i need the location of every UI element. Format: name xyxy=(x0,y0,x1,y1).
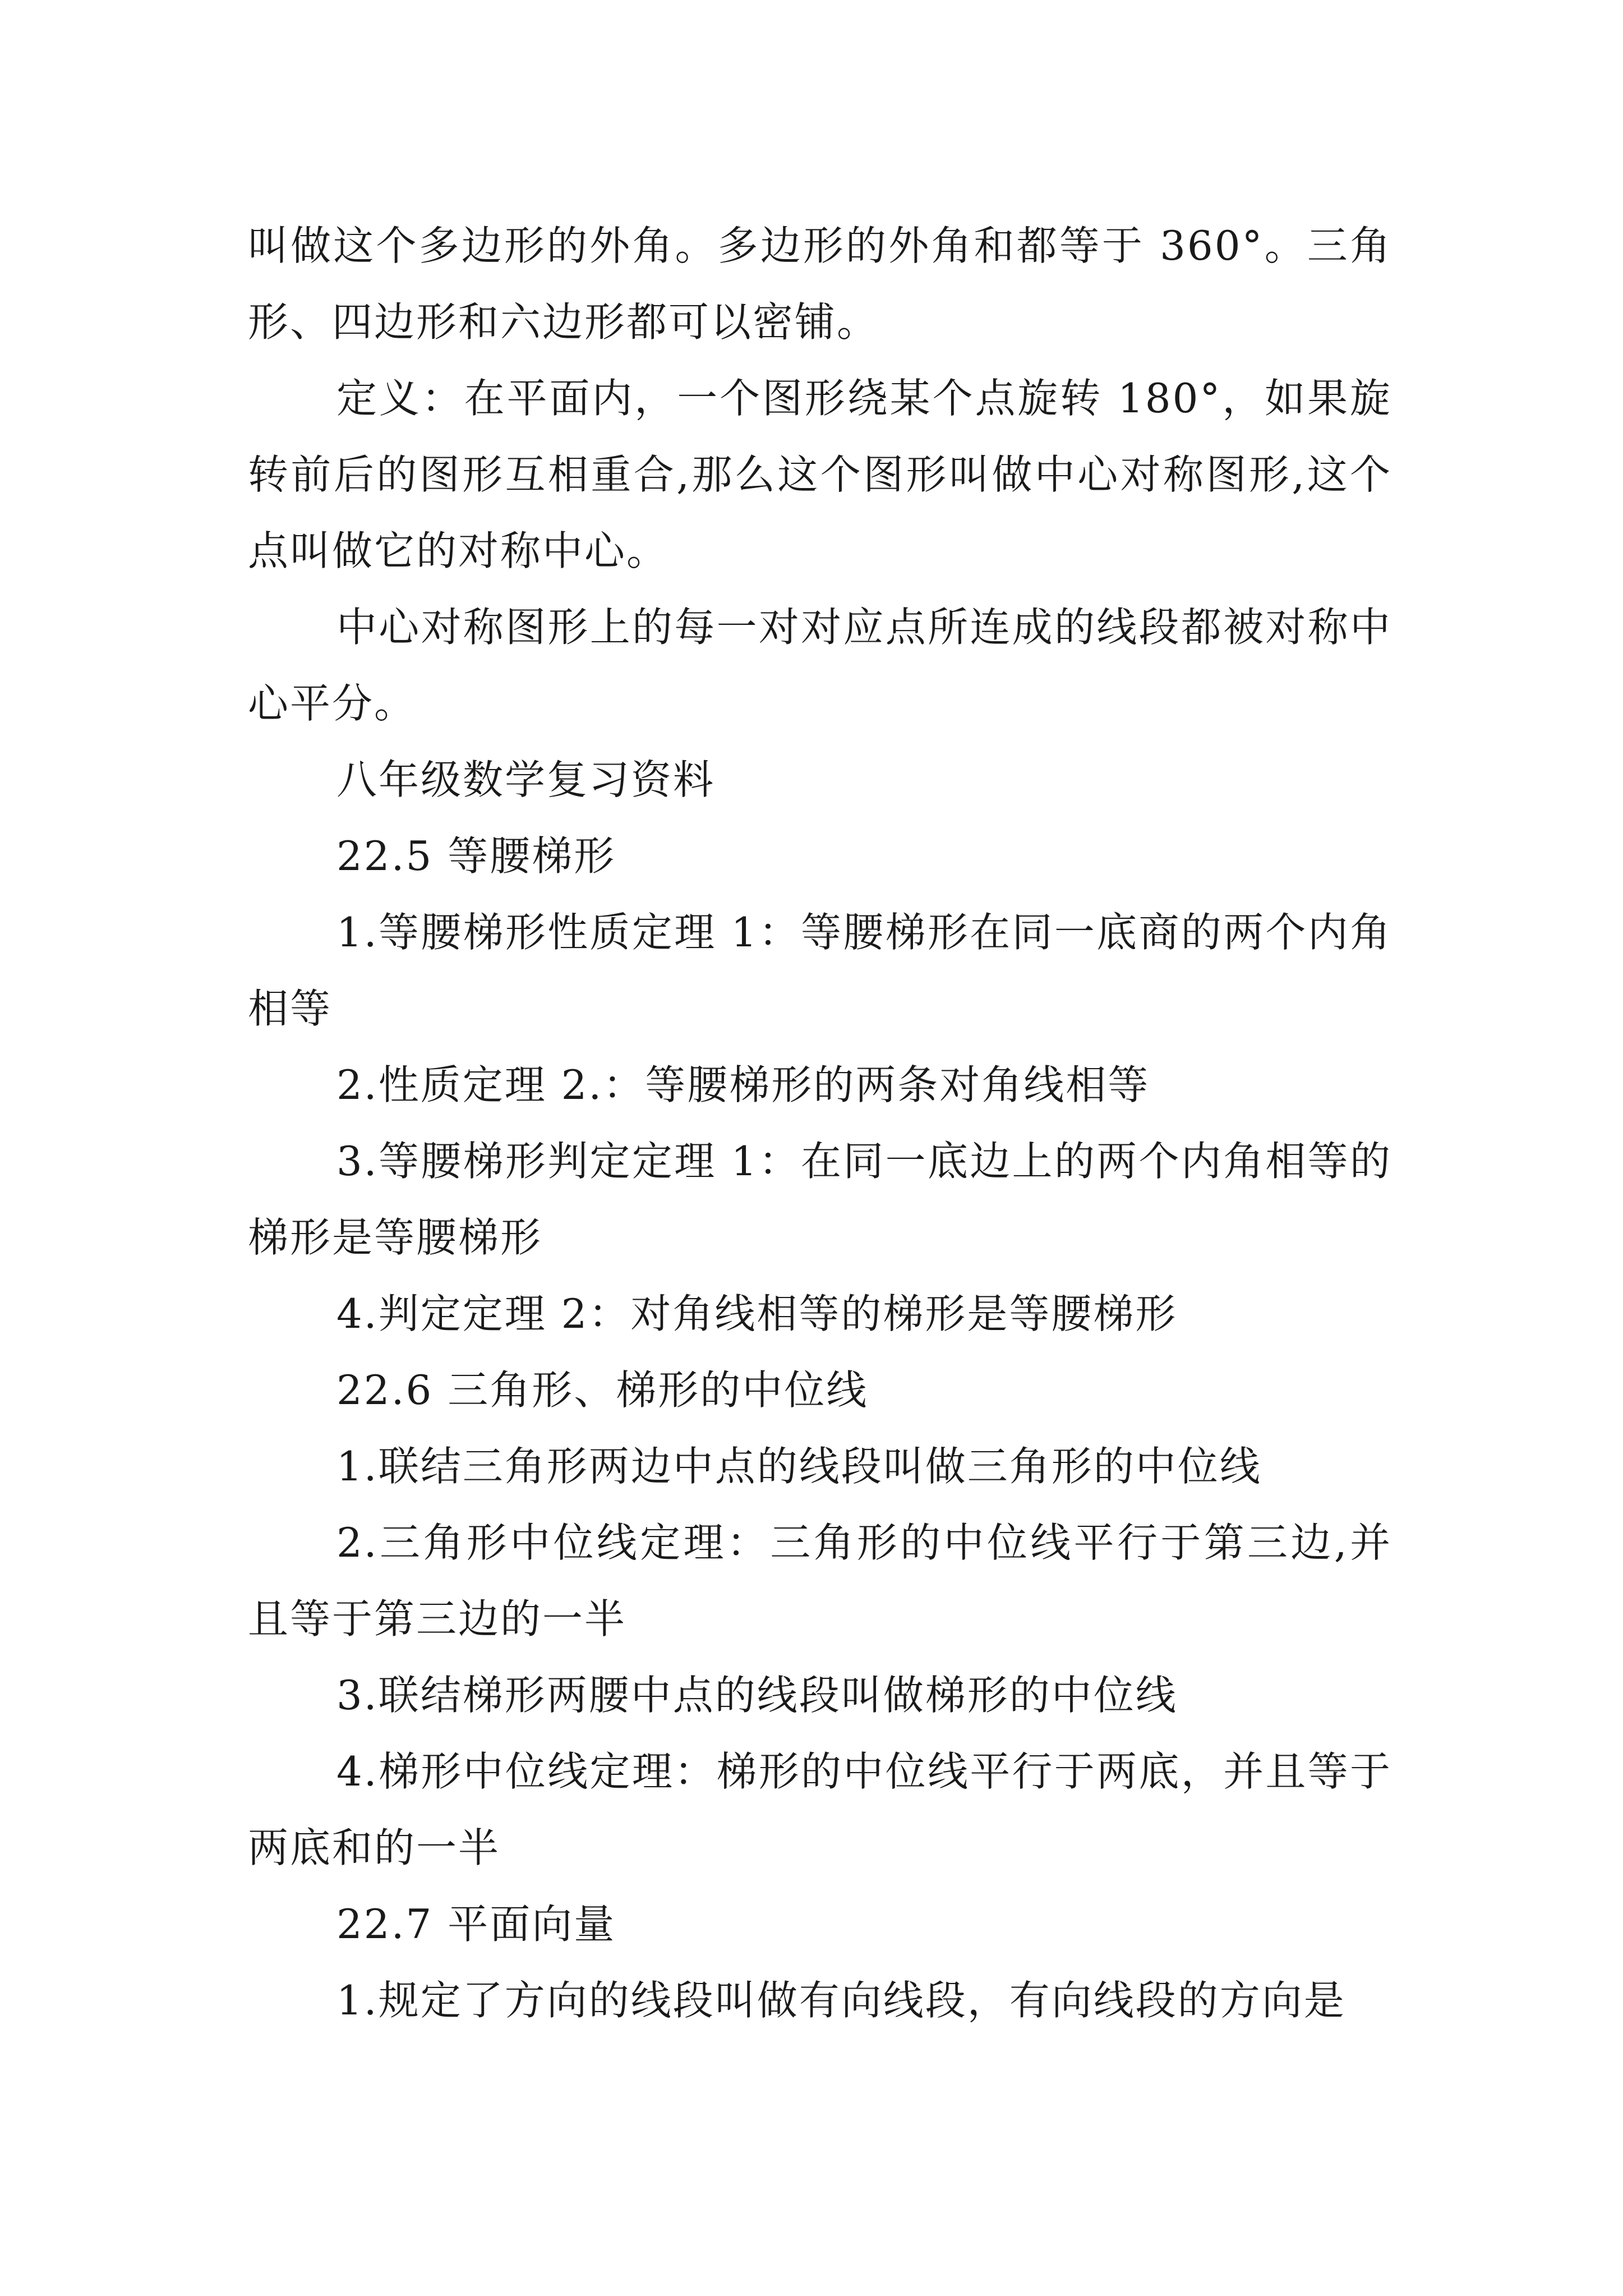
list-item: 4.判定定理 2：对角线相等的梯形是等腰梯形 xyxy=(336,1290,1178,1337)
paragraph-exterior-angles: 叫做这个多边形的外角。多边形的外角和都等于 360°。三角形、四边形和六边形都可以密铺。 xyxy=(248,222,1392,346)
section-title: 八年级数学复习资料 xyxy=(336,756,716,803)
list-item: 2.性质定理 2.：等腰梯形的两条对角线相等 xyxy=(336,1061,1150,1108)
list-item: 4.梯形中位线定理：梯形的中位线平行于两底，并且等于两底和的一半 xyxy=(248,1748,1392,1871)
heading-22-6: 22.6 三角形、梯形的中位线 xyxy=(336,1366,869,1414)
list-item: 3.等腰梯形判定定理 1：在同一底边上的两个内角相等的梯形是等腰梯形 xyxy=(248,1138,1392,1261)
heading-22-5: 22.5 等腰梯形 xyxy=(336,832,616,880)
heading-22-7: 22.7 平面向量 xyxy=(336,1901,616,1948)
list-item: 1.规定了方向的线段叫做有向线段，有向线段的方向是 xyxy=(336,1977,1346,2024)
paragraph-central-symmetry-property: 中心对称图形上的每一对对应点所连成的线段都被对称中心平分。 xyxy=(248,604,1392,727)
paragraph-central-symmetry-definition: 定义：在平面内，一个图形绕某个点旋转 180°，如果旋转前后的图形互相重合,那么这个图形叫做中心对称图形,这个点叫做它的对称中心。 xyxy=(248,375,1392,574)
list-item: 3.联结梯形两腰中点的线段叫做梯形的中位线 xyxy=(336,1672,1178,1719)
list-item: 1.联结三角形两边中点的线段叫做三角形的中位线 xyxy=(336,1443,1262,1490)
document-body xyxy=(248,208,1392,2039)
list-item: 1.等腰梯形性质定理 1：等腰梯形在同一底商的两个内角相等 xyxy=(248,909,1392,1032)
list-item: 2.三角形中位线定理：三角形的中位线平行于第三边,并且等于第三边的一半 xyxy=(248,1519,1392,1642)
